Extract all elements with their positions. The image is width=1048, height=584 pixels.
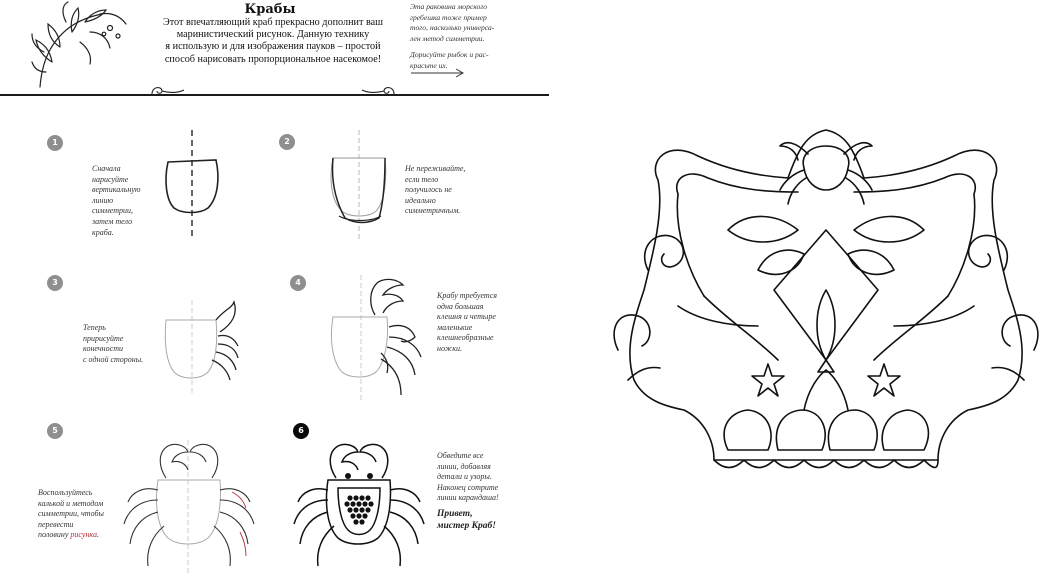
step-6-caption (437, 451, 499, 532)
caption-line: симметричным. (405, 206, 461, 216)
intro-line: способ нарисовать пропорциональное насекомое! (164, 53, 382, 65)
caption-line: линии, добавляя (437, 461, 491, 471)
caption-fragment: . (96, 530, 99, 540)
step-5-caption (38, 488, 104, 541)
page-title: Крабы (244, 2, 296, 17)
caption-line: Не переживайте, (405, 164, 466, 173)
caption-line: перевести (38, 519, 74, 529)
caption-line: клешня и четыре (437, 312, 496, 322)
caption-highlight: рисунка (70, 530, 97, 540)
caption-line: с одной стороны. (83, 354, 144, 364)
caption-line: ножки. (437, 343, 462, 353)
step-badge: 6 (293, 423, 309, 439)
caption-line: детали и узоры. (437, 472, 492, 482)
intro-line: я использую и для изображения пауков – простой (165, 41, 381, 53)
step-2-drawing (325, 128, 395, 243)
step-3-caption (83, 323, 143, 365)
caption-line: вертикальную (92, 185, 141, 195)
coloring-scallop-illustration (608, 120, 1044, 500)
sidebar-note (410, 2, 550, 71)
caption-line: линии карандаша! (437, 493, 499, 503)
caption-line: получилось не (405, 185, 452, 195)
sidebar-note-line: лен метод симметрии. (410, 33, 485, 43)
sidebar-note-line: Эта раковина морского (410, 2, 488, 11)
intro-line: маринистический рисунок. Данную технику (176, 29, 370, 41)
step-6-crab-drawing (278, 440, 438, 575)
caption-line: Теперь (83, 323, 106, 332)
step-badge: 2 (279, 134, 295, 150)
caption-line: одна большая (437, 301, 484, 311)
arrow-right-icon (410, 68, 466, 78)
sidebar-note-line: красьте их. (410, 60, 448, 70)
step-badge: 3 (47, 275, 63, 291)
caption-line: Сначала (92, 164, 121, 173)
caption-line: если тело (405, 174, 439, 184)
caption-line: идеально (405, 195, 436, 205)
caption-line (38, 530, 104, 541)
caption-line: клешнеобразные (437, 333, 494, 343)
caption-line: пририсуйте (83, 333, 124, 343)
step-1-drawing (160, 128, 230, 243)
caption-line: нарисуйте (92, 174, 129, 184)
greeting-line: Привет, (437, 508, 473, 519)
caption-line: Крабу требуется (437, 291, 497, 300)
caption-line: конечности (83, 344, 123, 354)
sidebar-note-line: Дорисуйте рыбок и рас- (410, 50, 489, 59)
greeting-line: мистер Краб! (437, 520, 496, 531)
header-divider (0, 94, 549, 96)
step-1-caption (92, 164, 141, 238)
step-badge: 5 (47, 423, 63, 439)
caption-fragment: половину (38, 530, 71, 540)
sidebar-note-line: гребешка тоже пример (410, 12, 487, 22)
step-2-caption (405, 164, 465, 217)
step-badge: 1 (47, 135, 63, 151)
seaweed-corner-ornament (30, 2, 130, 90)
caption-line: симметрии, чтобы (38, 509, 104, 519)
caption-line: Обведите все (437, 451, 484, 460)
caption-line: Воспользуйтесь (38, 488, 93, 497)
caption-line: калькой и методом (38, 498, 104, 508)
caption-line: затем тело (92, 216, 133, 226)
caption-line: маленькие (437, 322, 473, 332)
step-5-drawing (108, 440, 268, 575)
caption-line: Наконец сотрите (437, 482, 499, 492)
intro-text (142, 17, 404, 66)
step-badge: 4 (290, 275, 306, 291)
intro-line: Этот впечатляющий краб прекрасно дополнит ваш (162, 17, 384, 28)
sidebar-note-line: того, насколько универса- (410, 23, 495, 32)
caption-line: симметрии, (92, 206, 133, 216)
step-3-drawing (160, 300, 250, 395)
caption-line: краба. (92, 227, 114, 237)
step-4-drawing (325, 275, 440, 405)
caption-line: линию (92, 195, 114, 205)
step-4-caption (437, 291, 497, 355)
